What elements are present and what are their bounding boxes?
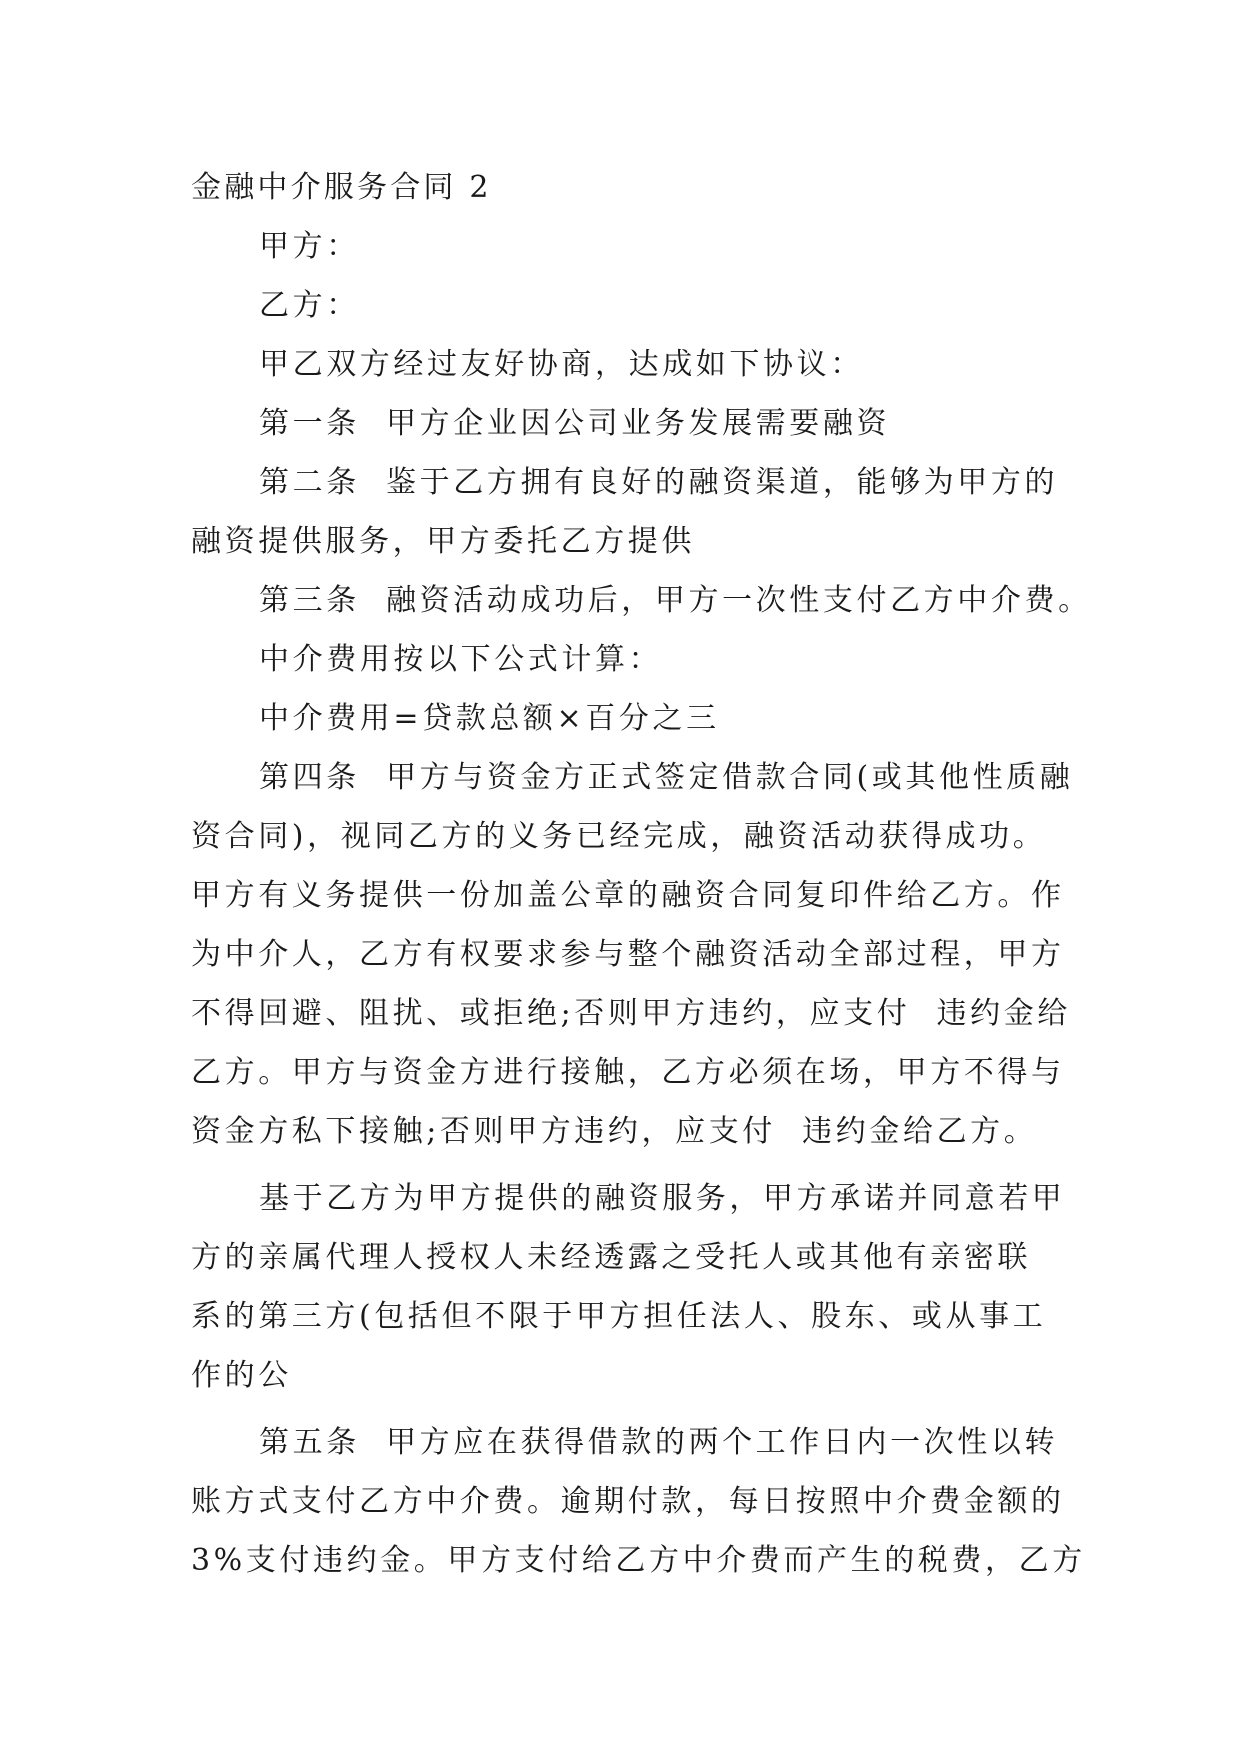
commitment-line-4: 作的公	[191, 1358, 292, 1393]
article-4-line-1: 第四条 甲方与资金方正式签定借款合同(或其他性质融	[259, 760, 1074, 795]
article-4-line-4: 为中介人，乙方有权要求参与整个融资活动全部过程，甲方	[191, 937, 1065, 972]
document-title: 金融中介服务合同 2	[191, 170, 492, 205]
paragraph-gap	[191, 1161, 1059, 1169]
agreement-intro: 甲乙双方经过友好协商，达成如下协议：	[259, 347, 864, 382]
article-1: 第一条 甲方企业因公司业务发展需要融资	[259, 406, 891, 441]
party-b-label: 乙方：	[259, 288, 360, 323]
party-a-label: 甲方：	[259, 229, 360, 264]
commitment-line-2: 方的亲属代理人授权人未经透露之受托人或其他有亲密联	[191, 1240, 1031, 1275]
fee-formula: 中介费用=贷款总额×百分之三	[259, 701, 720, 736]
article-4-line-5: 不得回避、阻扰、或拒绝;否则甲方违约，应支付 违约金给	[191, 996, 1071, 1031]
article-5-line-1: 第五条 甲方应在获得借款的两个工作日内一次性以转	[259, 1425, 1059, 1460]
article-3: 第三条 融资活动成功后，甲方一次性支付乙方中介费。	[259, 583, 1092, 618]
article-5-line-2: 账方式支付乙方中介费。逾期付款，每日按照中介费金额的	[191, 1484, 1065, 1519]
document-body	[191, 158, 1092, 1590]
paragraph-gap	[191, 1405, 1059, 1413]
commitment-line-3: 系的第三方(包括但不限于甲方担任法人、股东、或从事工	[191, 1299, 1047, 1334]
fee-formula-intro: 中介费用按以下公式计算：	[259, 642, 663, 677]
article-4-line-3: 甲方有义务提供一份加盖公章的融资合同复印件给乙方。作	[191, 878, 1065, 913]
article-4-line-2: 资合同)，视同乙方的义务已经完成，融资活动获得成功。	[191, 819, 1047, 854]
commitment-line-1: 基于乙方为甲方提供的融资服务，甲方承诺并同意若甲	[259, 1181, 1066, 1216]
article-2-line-1: 第二条 鉴于乙方拥有良好的融资渠道，能够为甲方的	[259, 465, 1059, 500]
article-4-line-7: 资金方私下接触;否则甲方违约，应支付 违约金给乙方。	[191, 1114, 1038, 1149]
article-4-line-6: 乙方。甲方与资金方进行接触，乙方必须在场，甲方不得与	[191, 1055, 1065, 1090]
article-5-line-3: 3%支付违约金。甲方支付给乙方中介费而产生的税费，乙方	[191, 1543, 1086, 1578]
article-2-line-2: 融资提供服务，甲方委托乙方提供	[191, 524, 695, 559]
